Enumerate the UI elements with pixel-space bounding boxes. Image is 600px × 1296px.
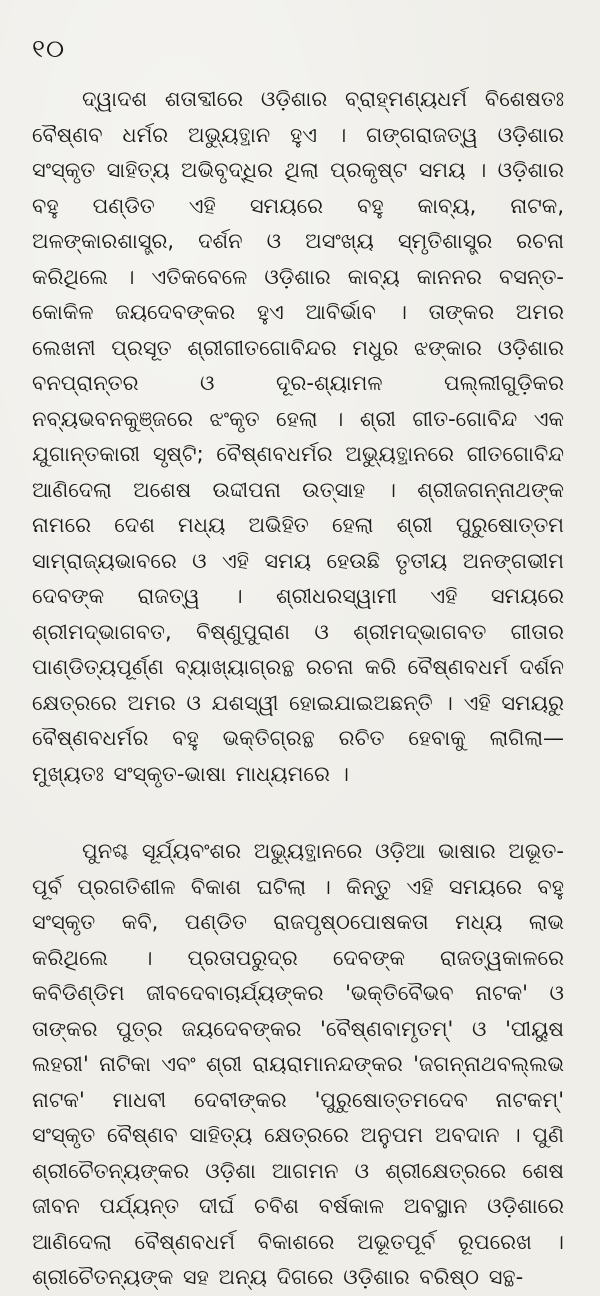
page-number: ୧୦ xyxy=(32,34,66,63)
paragraph-1: ଦ୍ୱାଦଶ ଶତାବ୍ଦୀରେ ଓଡ଼ିଶାର ବ୍ରାହ୍ମଣ୍ୟଧର୍ମ ବିଶେଷତଃ ବୈଷ୍ଣବ ଧର୍ମର ଅଭ୍ୟୁତ୍ଥାନ ହୁଏ । ଗଙ୍ଗରାଜତ୍ୱ ଓଡ଼ିଶାର ସଂସ୍କୃତ ସାହିତ୍ୟ ଅଭିବୃଦ୍ଧିର ଥିଲା ପ୍ରକୃଷ୍ଟ ସମୟ । ଓଡ଼ିଶାର ବହୁ ପଣ୍ଡିତ ଏହି ସମୟରେ ବହୁ କାବ୍ୟ, ନାଟକ, ଅଳଙ୍କାରଶାସ୍ତ୍ର, ଦର୍ଶନ ଓ ଅସଂଖ୍ୟ ସ୍ମୃତିଶାସ୍ତ୍ର ରଚନା କରିଥିଲେ । ଏତିକବେଳେ ଓଡ଼ିଶାର କାବ୍ୟ କାନନର ବସନ୍ତ-କୋକିଳ ଜୟଦେବଙ୍କର ହୁଏ ଆବିର୍ଭାବ । ତାଙ୍କର ଅମର ଲେଖନୀ ପ୍ରସୂତ ଶ୍ରୀଗୀତଗୋବିନ୍ଦର ମଧୁର ଝଙ୍କାର ଓଡ଼ିଶାର ବନପ୍ରାନ୍ତର ଓ ଦୂର-ଶ୍ୟାମଳ ପଲ୍ଲୀଗୁଡ଼ିକର ନବ୍ୟଭବନକୁଞ୍ଜରେ ଝଂକୃତ ହେଲା । ଶ୍ରୀ ଗୀତ-ଗୋବିନ୍ଦ ଏକ ଯୁଗାନ୍ତକାରୀ ସୃଷ୍ଟି; ବୈଷ୍ଣବଧର୍ମର ଅଭ୍ୟୁତ୍ଥାନରେ ଗୀତଗୋବିନ୍ଦ ଆଣିଦେଲା ଅଶେଷ ଉଦ୍ଦୀପନା ଉତ୍ସାହ । ଶ୍ରୀଜଗନ୍ନାଥଙ୍କ ନାମରେ ଦେଶ ମଧ୍ୟ ଅଭିହିତ ହେଲା ଶ୍ରୀ ପୁରୁଷୋତ୍ତମ ସାମ୍ରାଜ୍ୟଭାବରେ ଓ ଏହି ସମୟ ହେଉଛି ତୃତୀୟ ଅନଙ୍ଗଭୀମ ଦେବଙ୍କ ରାଜତ୍ୱ । ଶ୍ରୀଧରସ୍ୱାମୀ ଏହି ସମୟରେ ଶ୍ରୀମଦ୍ଭାଗବତ, ବିଷ୍ଣୁପୁରାଣ ଓ ଶ୍ରୀମଦ୍ଭାଗବତ ଗୀତାର ପାଣ୍ଡିତ୍ୟପୂର୍ଣ୍ଣ ବ୍ୟାଖ୍ୟାଗ୍ରନ୍ଥ ରଚନା କରି ବୈଷ୍ଣବଧର୍ମ ଦର୍ଶନ କ୍ଷେତ୍ରରେ ଅମର ଓ ଯଶସ୍ୱୀ ହୋଇଯାଇଅଛନ୍ତି । ଏହି ସମୟରୁ ବୈଷ୍ଣବଧର୍ମର ବହୁ ଭକ୍ତିଗ୍ରନ୍ଥ ରଚିତ ହେବାକୁ ଲାଗିଲା—ମୁଖ୍ୟତଃ ସଂସ୍କୃତ-ଭାଷା ମାଧ୍ୟମରେ । xyxy=(32,87,564,786)
paragraph-2: ପୁନଶ୍ଚ ସୂର୍ଯ୍ୟବଂଶର ଅଭ୍ୟୁତ୍ଥାନରେ ଓଡ଼ିଆ ଭାଷାର ଅଭୂତ-ପୂର୍ବ ପ୍ରଗତିଶୀଳ ବିକାଶ ଘଟିଲା । କିନ୍ତୁ ଏହି ସମୟରେ ବହୁ ସଂସ୍କୃତ କବି, ପଣ୍ଡିତ ରାଜପୃଷ୍ଠପୋଷକତା ମଧ୍ୟ ଲାଭ କରିଥିଲେ । ପ୍ରତାପରୁଦ୍ର ଦେବଙ୍କ ରାଜତ୍ୱକାଳରେ କବିଡିଣ୍ଡିମ ଜୀବଦେବାଚାର୍ଯ୍ୟଙ୍କର 'ଭକ୍ତିବୈଭବ ନାଟକ' ଓ ତାଙ୍କର ପୁତ୍ର ଜୟଦେବଙ୍କର 'ବୈଷ୍ଣବାମୃତମ୍' ଓ 'ପୀୟୁଷ ଲହରୀ' ନାଟିକା ଏବଂ ଶ୍ରୀ ରାୟରାମାନନ୍ଦଙ୍କର 'ଜଗନ୍ନାଥବଲ୍ଲଭ ନାଟକ' ମାଧବୀ ଦେବୀଙ୍କର 'ପୁରୁଷୋତ୍ତମଦେବ ନାଟକମ୍' ସଂସ୍କୃତ ବୈଷ୍ଣବ ସାହିତ୍ୟ କ୍ଷେତ୍ରରେ ଅନୁପମ ଅବଦାନ । ପୁଣି ଶ୍ରୀଚୈତନ୍ୟଙ୍କର ଓଡ଼ିଶା ଆଗମନ ଓ ଶ୍ରୀକ୍ଷେତ୍ରରେ ଶେଷ ଜୀବନ ପର୍ଯ୍ୟନ୍ତ ଦୀର୍ଘ ଚବିଶ ବର୍ଷକାଳ ଅବସ୍ଥାନ ଓଡ଼ିଶାରେ ଆଣିଦେଲା ବୈଷ୍ଣବଧର୍ମ ବିକାଶରେ ଅଭୂତପୂର୍ବ ରୂପରେଖ । ଶ୍ରୀଚୈତନ୍ୟଙ୍କ ସହ ଅନ୍ୟ ଦିଗରେ ଓଡ଼ିଶାର ବରିଷ୍ଠ ସନ୍ଥ- xyxy=(32,839,564,1289)
